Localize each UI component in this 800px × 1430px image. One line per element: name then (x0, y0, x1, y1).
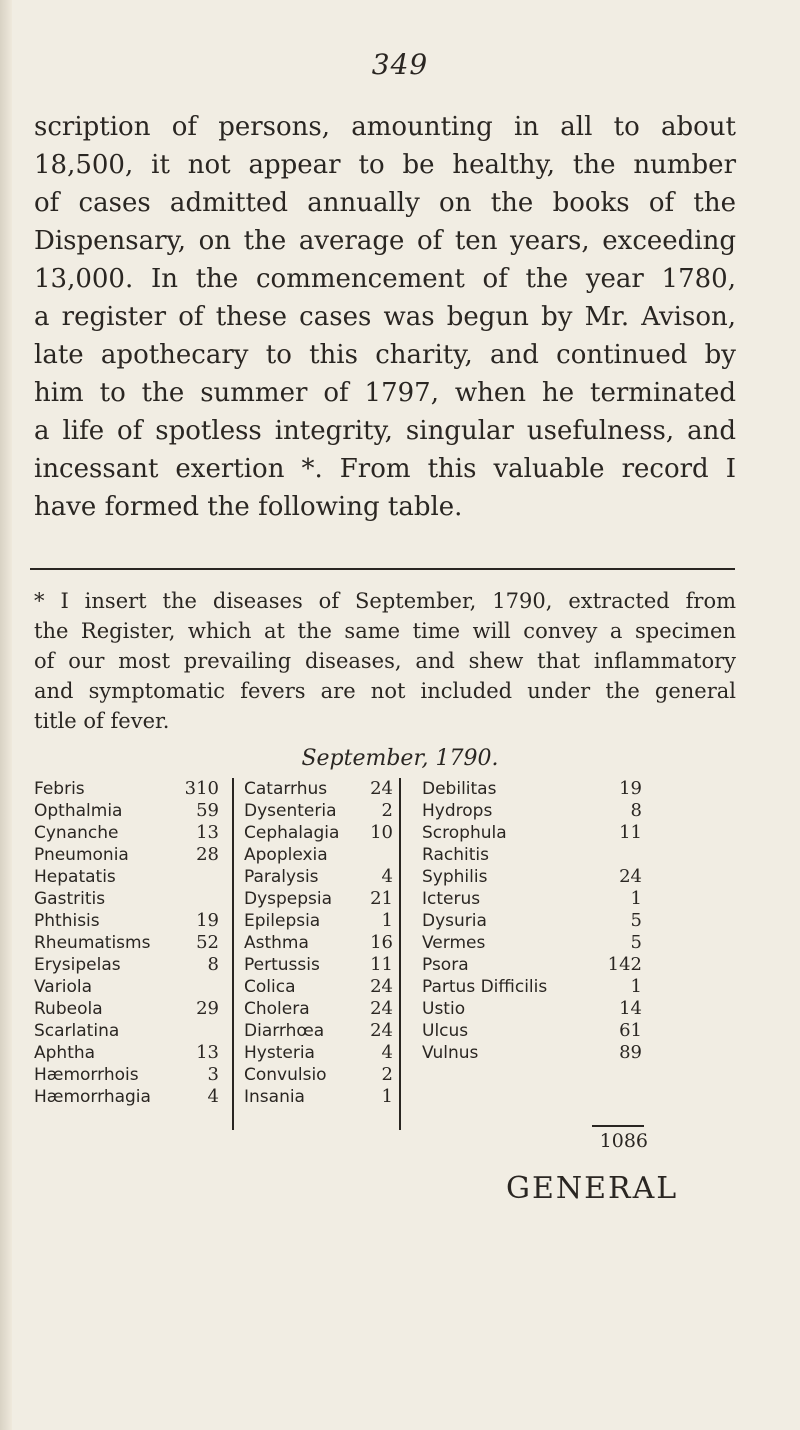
table-row (412, 888, 642, 910)
disease-name: Pneumonia (34, 845, 129, 865)
disease-name: Psora (422, 955, 469, 975)
body-line: 18,500, it not appear to be healthy, the number (34, 150, 736, 180)
page-number: 349 (371, 48, 429, 81)
table-row (412, 866, 642, 888)
body-line: incessant exertion *. From this valuable record I (34, 454, 736, 484)
disease-name: Rachitis (422, 845, 489, 865)
disease-name: Opthalmia (34, 801, 123, 821)
disease-name: Diarrhœa (244, 1021, 325, 1041)
disease-name: Variola (34, 977, 92, 997)
table-row (34, 800, 219, 822)
footnote-line: title of fever. (34, 709, 170, 733)
table-row (412, 954, 642, 976)
disease-column-3 (412, 778, 767, 1064)
table-row (234, 954, 399, 976)
disease-name: Hæmorrhois (34, 1065, 139, 1085)
footnote (34, 586, 736, 736)
footnote-line: * I insert the diseases of September, 1790, extracted from (34, 589, 736, 613)
case-count: 4 (207, 1086, 219, 1107)
body-line: have formed the following table. (34, 492, 463, 522)
table-row (412, 778, 642, 800)
table-row (34, 822, 219, 844)
table-row (34, 954, 219, 976)
table-row (234, 822, 399, 844)
body-paragraph (34, 108, 736, 526)
table-row (412, 800, 642, 822)
table-row (234, 888, 399, 910)
table-total: 1086 (599, 1130, 648, 1152)
table-row (412, 932, 642, 954)
disease-name: Hysteria (244, 1043, 315, 1063)
case-count: 1 (381, 910, 393, 931)
case-count: 89 (619, 1042, 642, 1063)
case-count: 19 (196, 910, 219, 931)
case-count: 310 (184, 778, 219, 799)
case-count: 24 (370, 778, 393, 799)
disease-name: Debilitas (422, 779, 497, 799)
body-line: Dispensary, on the average of ten years, exceeding (34, 226, 736, 256)
body-line: a register of these cases was begun by Mr. Avison, (34, 302, 736, 332)
disease-column-1 (34, 778, 219, 1108)
table-row (34, 910, 219, 932)
disease-name: Scarlatina (34, 1021, 120, 1041)
body-line: of cases admitted annually on the books of the (34, 188, 736, 218)
disease-name: Syphilis (422, 867, 488, 887)
table-row (234, 1042, 399, 1064)
disease-name: Ulcus (422, 1021, 469, 1041)
disease-name: Gastritis (34, 889, 106, 909)
table-row (34, 778, 219, 800)
body-line: 13,000. In the commencement of the year 1780, (34, 264, 736, 294)
disease-name: Epilepsia (244, 911, 321, 931)
disease-name: Dysenteria (244, 801, 337, 821)
disease-name: Cynanche (34, 823, 119, 843)
table-row (34, 1020, 219, 1042)
table-row (234, 778, 399, 800)
disease-name: Colica (244, 977, 296, 997)
disease-name: Icterus (422, 889, 481, 909)
disease-name: Vulnus (422, 1043, 479, 1063)
body-line: a life of spotless integrity, singular usefulness, and (34, 416, 736, 446)
case-count: 8 (207, 954, 219, 975)
footnote-rule (30, 568, 735, 570)
footnote-line: and symptomatic fevers are not included under the general (34, 679, 736, 703)
case-count: 19 (619, 778, 642, 799)
disease-name: Phthisis (34, 911, 100, 931)
disease-name: Asthma (244, 933, 309, 953)
case-count: 4 (381, 866, 393, 887)
case-count: 142 (607, 954, 642, 975)
disease-name: Erysipelas (34, 955, 121, 975)
table-row (234, 976, 399, 998)
total-rule (592, 1125, 644, 1127)
case-count: 1 (630, 888, 642, 909)
case-count: 16 (370, 932, 393, 953)
table-row (412, 1042, 642, 1064)
table-row (34, 932, 219, 954)
case-count: 2 (381, 800, 393, 821)
disease-column-2 (232, 778, 401, 1130)
disease-name: Ustio (422, 999, 466, 1019)
table-title: September, 1790. (301, 746, 499, 771)
footnote-line: the Register, which at the same time will convey a specimen (34, 619, 736, 643)
table-row (34, 888, 219, 910)
table-row (34, 998, 219, 1020)
body-line: him to the summer of 1797, when he terminated (34, 378, 736, 408)
case-count: 29 (196, 998, 219, 1019)
disease-name: Insania (244, 1087, 305, 1107)
disease-name: Scrophula (422, 823, 507, 843)
table-row (234, 1020, 399, 1042)
disease-name: Convulsio (244, 1065, 327, 1085)
table-row (34, 866, 219, 888)
case-count: 14 (619, 998, 642, 1019)
disease-name: Apoplexia (244, 845, 328, 865)
body-line: late apothecary to this charity, and continued by (34, 340, 736, 370)
case-count: 11 (370, 954, 393, 975)
case-count: 1 (381, 1086, 393, 1107)
disease-name: Pertussis (244, 955, 320, 975)
body-line: scription of persons, amounting in all to about (34, 112, 736, 142)
table-row (234, 998, 399, 1020)
table-row (34, 1064, 219, 1086)
case-count: 24 (619, 866, 642, 887)
disease-name: Cephalagia (244, 823, 340, 843)
case-count: 10 (370, 822, 393, 843)
disease-name: Dyspepsia (244, 889, 333, 909)
table-row (234, 932, 399, 954)
case-count: 1 (630, 976, 642, 997)
case-count: 13 (196, 1042, 219, 1063)
table-row (234, 866, 399, 888)
case-count: 21 (370, 888, 393, 909)
case-count: 28 (196, 844, 219, 865)
table-row (412, 822, 642, 844)
table-row (412, 910, 642, 932)
case-count: 52 (196, 932, 219, 953)
disease-name: Hepatatis (34, 867, 116, 887)
disease-name: Rheumatisms (34, 933, 151, 953)
case-count: 3 (207, 1064, 219, 1085)
table-row (234, 800, 399, 822)
table-row (234, 910, 399, 932)
disease-name: Dysuria (422, 911, 487, 931)
disease-name: Aphtha (34, 1043, 96, 1063)
disease-name: Partus Difficilis (422, 977, 548, 997)
table-row (234, 1064, 399, 1086)
disease-name: Vermes (422, 933, 486, 953)
case-count: 5 (630, 910, 642, 931)
case-count: 24 (370, 998, 393, 1019)
table-row (412, 998, 642, 1020)
case-count: 8 (630, 800, 642, 821)
disease-name: Rubeola (34, 999, 103, 1019)
table-row (412, 976, 642, 998)
table-row (34, 1086, 219, 1108)
case-count: 59 (196, 800, 219, 821)
catchword: GENERAL (506, 1171, 679, 1206)
disease-name: Hydrops (422, 801, 493, 821)
table-row (234, 1086, 399, 1108)
table-row (34, 976, 219, 998)
table-row (234, 844, 399, 866)
disease-name: Cholera (244, 999, 310, 1019)
disease-name: Hæmorrhagia (34, 1087, 151, 1107)
case-count: 24 (370, 976, 393, 997)
case-count: 2 (381, 1064, 393, 1085)
case-count: 61 (619, 1020, 642, 1041)
footnote-line: of our most prevailing diseases, and shew that inflammatory (34, 649, 736, 673)
disease-name: Paralysis (244, 867, 319, 887)
page-edge (0, 0, 12, 1430)
case-count: 11 (619, 822, 642, 843)
table-row (34, 844, 219, 866)
case-count: 5 (630, 932, 642, 953)
table-row (412, 844, 642, 866)
table-row (412, 1020, 642, 1042)
case-count: 13 (196, 822, 219, 843)
case-count: 24 (370, 1020, 393, 1041)
case-count: 4 (381, 1042, 393, 1063)
disease-name: Febris (34, 779, 85, 799)
disease-name: Catarrhus (244, 779, 328, 799)
table-row (34, 1042, 219, 1064)
